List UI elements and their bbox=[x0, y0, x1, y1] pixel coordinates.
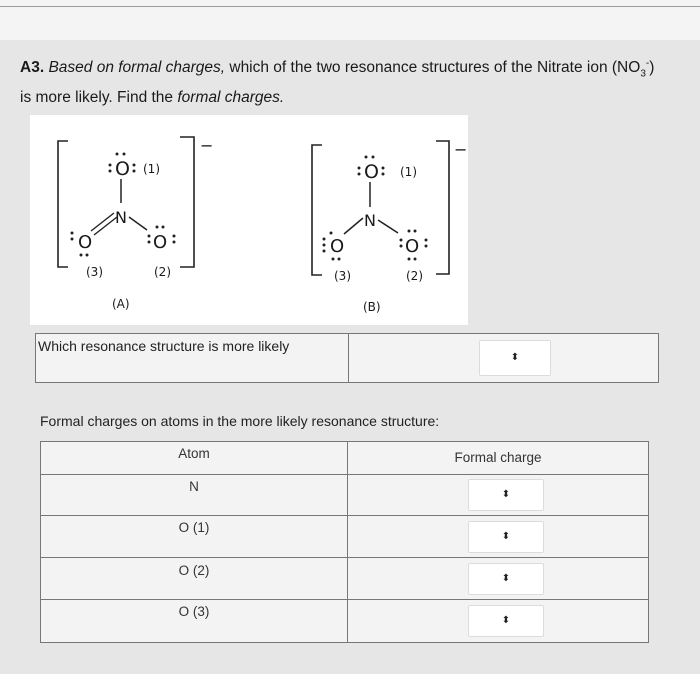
atom-num-left-a: (3) bbox=[86, 265, 103, 279]
charge-b: − bbox=[454, 140, 468, 159]
lone-pair-dot bbox=[382, 167, 385, 170]
atom-num-top-a: (1) bbox=[143, 162, 160, 176]
question-text bbox=[20, 52, 685, 110]
up-down-arrows-icon: ⬍ bbox=[501, 531, 511, 542]
table-column-divider bbox=[347, 442, 348, 642]
question-mid: which of the two resonance structures of the Nitrate ion (NO bbox=[225, 59, 641, 77]
formula-subscript: 3 bbox=[640, 68, 646, 80]
resonance-question-label: Which resonance structure is more likely bbox=[38, 338, 290, 354]
up-down-arrows-icon: ⬍ bbox=[510, 352, 520, 363]
question-number: A3. bbox=[20, 59, 45, 77]
atom-left-b: O bbox=[330, 236, 345, 257]
lone-pair-dot bbox=[332, 258, 335, 261]
lone-pair-dot bbox=[133, 170, 136, 173]
table-row-divider bbox=[41, 557, 648, 558]
structure-label-b: (B) bbox=[363, 300, 381, 314]
lone-pair-dot bbox=[173, 235, 176, 238]
atom-center-a: N bbox=[115, 208, 127, 227]
lone-pair-dot bbox=[414, 258, 417, 261]
atom-top-a: O bbox=[115, 158, 130, 180]
table-header-formal-charge: Formal charge bbox=[454, 450, 542, 465]
lone-pair-dot bbox=[408, 258, 411, 261]
formal-charges-subtitle: Formal charges on atoms in the more likely resonance structure: bbox=[40, 413, 440, 429]
bracket-left-a bbox=[58, 141, 68, 267]
structure-b bbox=[312, 140, 467, 314]
question-line-1 bbox=[20, 52, 685, 86]
atom-top-b: O bbox=[364, 161, 379, 183]
lone-pair-dot bbox=[133, 164, 136, 167]
lone-pair-dot bbox=[71, 232, 74, 235]
table-row-atom: O (1) bbox=[178, 520, 210, 535]
lone-pair-dot bbox=[372, 156, 375, 159]
atom-right-b: O bbox=[405, 236, 420, 257]
lone-pair-dot bbox=[71, 238, 74, 241]
lone-pair-dot bbox=[148, 241, 151, 244]
lone-pair-dot bbox=[148, 235, 151, 238]
lone-pair-dot bbox=[323, 250, 326, 253]
lone-pair-dot bbox=[156, 226, 159, 229]
lone-pair-dot bbox=[162, 226, 165, 229]
lone-pair-dot bbox=[358, 167, 361, 170]
lone-pair-dot bbox=[123, 153, 126, 156]
lone-pair-dot bbox=[173, 241, 176, 244]
table-row-divider bbox=[41, 474, 648, 475]
table-row-atom: O (2) bbox=[178, 563, 210, 578]
resonance-structure-select[interactable] bbox=[479, 340, 551, 376]
bond-n-o2-b bbox=[378, 220, 398, 233]
lone-pair-dot bbox=[86, 254, 89, 257]
bond-n-o2-a bbox=[129, 217, 147, 230]
table-row-atom: O (3) bbox=[178, 604, 210, 619]
table-row-divider bbox=[41, 599, 648, 600]
lone-pair-dot bbox=[323, 238, 326, 241]
formal-charges-table bbox=[40, 441, 649, 643]
lone-pair-dot bbox=[323, 244, 326, 247]
resonance-diagram-panel bbox=[30, 115, 468, 325]
atom-num-right-a: (2) bbox=[154, 265, 171, 279]
lone-pair-dot bbox=[408, 230, 411, 233]
structure-a bbox=[58, 136, 213, 311]
formula-close: ) bbox=[649, 59, 655, 77]
formal-charge-select-n[interactable] bbox=[468, 479, 544, 511]
structure-label-a: (A) bbox=[112, 297, 130, 311]
lone-pair-dot bbox=[365, 156, 368, 159]
lone-pair-dot bbox=[382, 173, 385, 176]
up-down-arrows-icon: ⬍ bbox=[501, 489, 511, 500]
lone-pair-dot bbox=[109, 164, 112, 167]
formula-superscript: - bbox=[645, 58, 650, 69]
atom-right-a: O bbox=[153, 232, 168, 253]
lone-pair-dot bbox=[80, 254, 83, 257]
table-row-divider bbox=[41, 515, 648, 516]
up-down-arrows-icon: ⬍ bbox=[501, 573, 511, 584]
lone-pair-dot bbox=[109, 170, 112, 173]
top-band bbox=[0, 0, 700, 40]
formal-charge-select-o2[interactable] bbox=[468, 563, 544, 595]
lone-pair-dot bbox=[116, 153, 119, 156]
table-header-atom: Atom bbox=[178, 446, 210, 461]
up-down-arrows-icon: ⬍ bbox=[501, 615, 511, 626]
bracket-left-b bbox=[312, 145, 322, 275]
lone-pair-dot bbox=[400, 245, 403, 248]
top-edge-line bbox=[0, 6, 700, 7]
question-emph: formal charges. bbox=[177, 89, 285, 107]
resonance-question-row bbox=[35, 333, 659, 383]
bracket-right-a bbox=[180, 137, 194, 267]
atom-num-left-b: (3) bbox=[334, 269, 351, 283]
lone-pair-dot bbox=[414, 230, 417, 233]
atom-num-right-b: (2) bbox=[406, 269, 423, 283]
question-line-2 bbox=[20, 86, 685, 110]
lone-pair-dot bbox=[425, 239, 428, 242]
formal-charge-select-o3[interactable] bbox=[468, 605, 544, 637]
table-row-atom: N bbox=[189, 479, 199, 494]
column-divider bbox=[348, 334, 349, 382]
atom-num-top-b: (1) bbox=[400, 165, 417, 179]
lone-pair-dot bbox=[330, 232, 333, 235]
lone-pair-dot bbox=[400, 239, 403, 242]
bracket-right-b bbox=[436, 141, 449, 274]
formal-charge-select-o1[interactable] bbox=[468, 521, 544, 553]
lone-pair-dot bbox=[358, 173, 361, 176]
bond-n-o3-b bbox=[344, 218, 363, 234]
atom-center-b: N bbox=[364, 211, 376, 230]
lone-pair-dot bbox=[425, 245, 428, 248]
question-intro: Based on formal charges, bbox=[48, 59, 226, 77]
lone-pair-dot bbox=[338, 258, 341, 261]
resonance-structures-svg bbox=[30, 115, 468, 325]
atom-left-a: O bbox=[78, 232, 93, 253]
question-line2-text: is more likely. Find the bbox=[20, 89, 178, 107]
charge-a: − bbox=[200, 136, 214, 155]
